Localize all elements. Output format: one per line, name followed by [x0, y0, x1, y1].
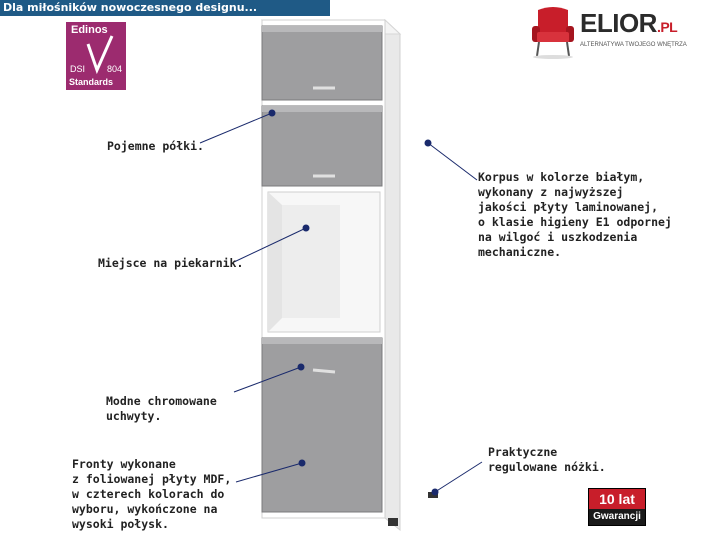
bottom-door-front [262, 338, 382, 512]
edinos-number: 804 [106, 64, 122, 74]
label-shelves: Pojemne półki. [107, 139, 204, 153]
label-oven: Miejsce na piekarnik. [98, 256, 244, 270]
bottom-door-handle [313, 370, 335, 372]
brand-name: ELIOR.PL [580, 8, 678, 38]
label-feet: Praktyczne regulowane nóżki. [488, 445, 606, 474]
edinos-name: Edinos [71, 24, 108, 36]
pointer-dot-handles [298, 364, 304, 370]
pointer-dot-shelves [269, 110, 275, 116]
label-handles: Modne chromowane uchwyty. [106, 394, 217, 423]
header-text: Dla miłośników nowoczesnego designu... [3, 1, 258, 14]
pointer-dot-oven [303, 225, 309, 231]
warranty-label: Gwarancji [589, 509, 645, 525]
brand-tagline: ALTERNATYWA TWOJEGO WNĘTRZA [580, 42, 687, 48]
label-body: Korpus w kolorze białym, wykonany z najwyższej jakości płyty laminowanej, o klasie higieny E1 odpornej na wilgoć i uszkodzenia mechaniczne. [478, 170, 672, 259]
edinos-dsi: DSI [70, 64, 86, 74]
pointer-dot-feet [432, 489, 438, 495]
label-fronts: Fronty wykonane z foliowanej płyty MDF, w czterech kolorach do wyboru, wykończone na wysoki połysk. [72, 457, 232, 531]
second-drawer-front [262, 106, 382, 186]
brand-suffix: .PL [656, 19, 678, 35]
edinos-standards: Standards [69, 77, 114, 87]
pointer-dot-body [425, 140, 431, 146]
warranty-years: 10 lat [589, 489, 645, 509]
warranty-badge [588, 488, 646, 526]
cabinet-foot-left [388, 518, 398, 526]
pointer-dot-fronts [299, 460, 305, 466]
